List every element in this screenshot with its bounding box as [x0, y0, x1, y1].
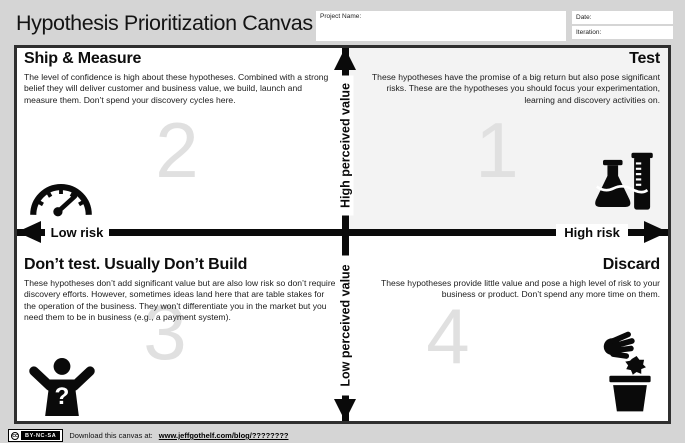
quadrant-title: Don’t test. Usually Don’t Build	[24, 256, 248, 273]
quadrant-ship-and-measure	[24, 50, 332, 106]
arrow-left-icon	[17, 221, 41, 243]
flasks-icon	[594, 151, 660, 215]
low-risk-label: Low risk	[45, 224, 109, 241]
gauge-icon	[24, 168, 98, 220]
svg-text:?: ?	[54, 382, 70, 410]
quadrant-description: These hypotheses provide little value and pose a high level of risk to your business or product. Don’t spend any more time on them.	[381, 278, 660, 300]
quadrant-description: These hypotheses have the promise of a big return but also pose significant risks. These are the hypotheses you should focus your experimentation, learning and discovery activities on.	[371, 72, 660, 105]
quadrant-description: These hypotheses don’t add significant value but are also low risk so don’t require discovery efforts. However, sometimes ideas land here that are table stakes for the operation of the business. They won’t differentiate you in the market but you need them to be in business (e.g., a payment system).	[24, 278, 336, 323]
page-title: Hypothesis Prioritization Canvas	[16, 11, 313, 35]
iteration-label: Iteration:	[576, 29, 602, 36]
high-perceived-value-label: High perceived value	[339, 76, 354, 216]
footer	[8, 429, 288, 442]
arrow-down-icon	[334, 399, 356, 421]
high-risk-label: High risk	[556, 224, 628, 241]
quadrant-number-3: 3	[143, 288, 187, 376]
project-name-label: Project Name:	[320, 13, 362, 20]
quadrant-test	[365, 50, 660, 106]
date-label: Date:	[576, 14, 592, 21]
creative-commons-badge	[8, 429, 63, 442]
quadrant-title: Test	[629, 50, 660, 67]
shrug-person-icon	[26, 358, 98, 416]
iteration-field[interactable]	[572, 26, 673, 39]
quadrant-number-1: 1	[475, 106, 519, 194]
quadrant-title: Ship & Measure	[24, 50, 142, 67]
arrow-up-icon	[334, 48, 356, 70]
quadrant-number-2: 2	[155, 106, 199, 194]
quadrant-dont-test-dont-build	[24, 256, 338, 324]
quadrant-number-4: 4	[426, 292, 470, 380]
arrow-right-icon	[644, 221, 668, 243]
project-name-field[interactable]	[316, 11, 566, 41]
quadrant-description: The level of confidence is high about these hypotheses. Combined with a strong belief they will deliver customer and business value, we build, launch and measure them. Don’t spend your discovery cycles here.	[24, 72, 329, 105]
license-label: BY-NC-SA	[21, 431, 60, 440]
cc-icon: cc	[12, 432, 18, 439]
low-perceived-value-label: Low perceived value	[339, 256, 354, 396]
hand-trash-icon	[600, 330, 660, 412]
download-link[interactable]: www.jeffgothelf.com/blog/????????	[158, 431, 289, 440]
download-text: Download this canvas at:	[69, 431, 153, 440]
date-field[interactable]	[572, 11, 673, 24]
quadrant-title: Discard	[602, 256, 660, 273]
quadrant-discard	[360, 256, 660, 301]
